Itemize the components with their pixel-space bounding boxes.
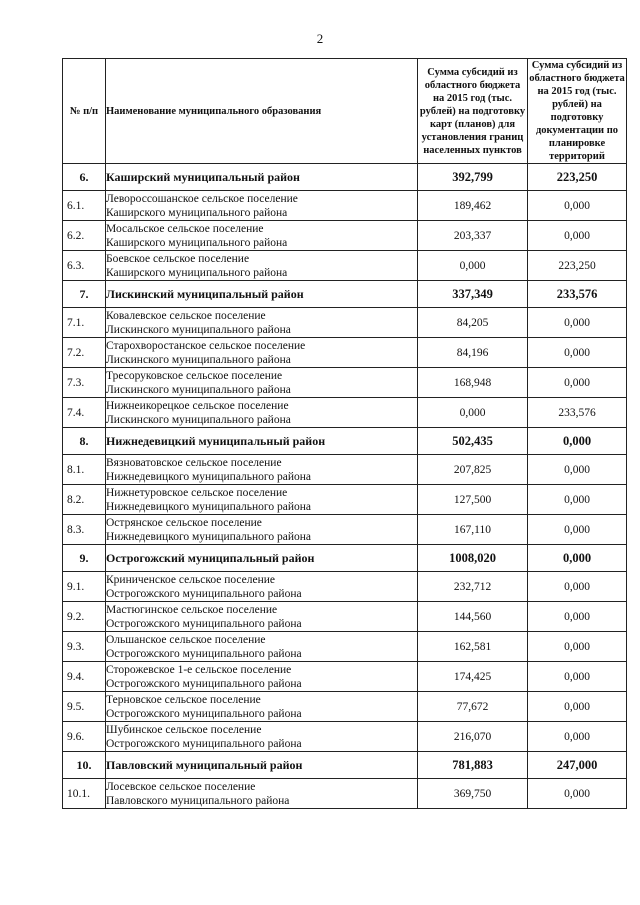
municipality-name	[106, 308, 418, 338]
district-row	[63, 281, 627, 308]
parent-district-name: Лискинского муниципального района	[106, 353, 291, 366]
parent-district-name: Острогожского муниципального района	[106, 707, 302, 720]
municipality-name	[106, 398, 418, 428]
row-number: 9.3.	[63, 632, 106, 662]
district-row	[63, 164, 627, 191]
row-number: 10.	[63, 752, 106, 779]
maps-subsidy-value: 1008,020	[418, 545, 528, 572]
row-number: 9.5.	[63, 692, 106, 722]
maps-subsidy-value: 216,070	[418, 722, 528, 752]
municipality-name	[106, 368, 418, 398]
municipality-name	[106, 338, 418, 368]
settlement-name: Левороссошанское сельское поселение	[106, 192, 298, 205]
maps-subsidy-value: 0,000	[418, 251, 528, 281]
planning-subsidy-value: 223,250	[528, 251, 627, 281]
parent-district-name: Острогожского муниципального района	[106, 587, 302, 600]
page-number: 2	[316, 31, 324, 46]
settlement-name: Нижнетуровское сельское поселение	[106, 486, 288, 499]
maps-subsidy-value: 127,500	[418, 485, 528, 515]
planning-subsidy-value: 0,000	[528, 455, 627, 485]
planning-subsidy-value: 0,000	[528, 368, 627, 398]
header-name: Наименование муниципального образования	[106, 59, 418, 164]
row-number: 6.2.	[63, 221, 106, 251]
settlement-name: Вязноватовское сельское поселение	[106, 456, 282, 469]
planning-subsidy-value: 0,000	[528, 572, 627, 602]
settlement-name: Нижнеикорецкое сельское поселение	[106, 399, 289, 412]
settlement-row	[63, 221, 627, 251]
municipality-name	[106, 191, 418, 221]
header-planning-subsidy: Сумма субсидий из областного бюджета на 2015 год (тыс. рублей) на подготовку документации по планировке территорий	[529, 60, 625, 162]
parent-district-name: Каширского муниципального района	[106, 266, 288, 279]
settlement-row	[63, 398, 627, 428]
parent-district-name: Лискинского муниципального района	[106, 413, 291, 426]
municipality-name: Каширский муниципальный район	[106, 164, 418, 191]
row-number: 6.	[63, 164, 106, 191]
parent-district-name: Нижнедевицкого муниципального района	[106, 470, 311, 483]
row-number: 7.	[63, 281, 106, 308]
planning-subsidy-value: 0,000	[528, 722, 627, 752]
row-number: 6.1.	[63, 191, 106, 221]
maps-subsidy-value: 337,349	[418, 281, 528, 308]
row-number: 6.3.	[63, 251, 106, 281]
settlement-row	[63, 662, 627, 692]
maps-subsidy-value: 0,000	[418, 398, 528, 428]
settlement-row	[63, 722, 627, 752]
settlement-name: Ковалевское сельское поселение	[106, 309, 266, 322]
maps-subsidy-value: 203,337	[418, 221, 528, 251]
parent-district-name: Нижнедевицкого муниципального района	[106, 530, 311, 543]
planning-subsidy-value: 0,000	[528, 662, 627, 692]
municipality-name	[106, 485, 418, 515]
settlement-row	[63, 338, 627, 368]
maps-subsidy-value: 207,825	[418, 455, 528, 485]
maps-subsidy-value: 167,110	[418, 515, 528, 545]
maps-subsidy-value: 168,948	[418, 368, 528, 398]
maps-subsidy-value: 369,750	[418, 779, 528, 809]
maps-subsidy-value: 84,196	[418, 338, 528, 368]
header-number: № п/п	[63, 59, 106, 164]
district-row	[63, 428, 627, 455]
municipality-name	[106, 221, 418, 251]
row-number: 9.1.	[63, 572, 106, 602]
parent-district-name: Острогожского муниципального района	[106, 617, 302, 630]
planning-subsidy-value: 0,000	[528, 632, 627, 662]
settlement-name: Мосальское сельское поселение	[106, 222, 264, 235]
maps-subsidy-value: 189,462	[418, 191, 528, 221]
row-number: 7.4.	[63, 398, 106, 428]
row-number: 10.1.	[63, 779, 106, 809]
municipality-name	[106, 662, 418, 692]
settlement-name: Мастюгинское сельское поселение	[106, 603, 278, 616]
planning-subsidy-value: 233,576	[528, 281, 627, 308]
settlement-name: Старохворостанское сельское поселение	[106, 339, 306, 352]
settlement-row	[63, 368, 627, 398]
municipality-name	[106, 572, 418, 602]
settlement-row	[63, 308, 627, 338]
planning-subsidy-value: 0,000	[528, 779, 627, 809]
row-number: 8.1.	[63, 455, 106, 485]
planning-subsidy-value: 0,000	[528, 602, 627, 632]
parent-district-name: Острогожского муниципального района	[106, 737, 302, 750]
parent-district-name: Острогожского муниципального района	[106, 647, 302, 660]
settlement-row	[63, 191, 627, 221]
maps-subsidy-value: 392,799	[418, 164, 528, 191]
settlement-name: Криниченское сельское поселение	[106, 573, 276, 586]
header-maps-subsidy: Сумма субсидий из областного бюджета на 2015 год (тыс. рублей) на подготовку карт (планов) для установления границ населенных пунктов	[418, 59, 528, 164]
planning-subsidy-value: 0,000	[528, 191, 627, 221]
maps-subsidy-value: 77,672	[418, 692, 528, 722]
parent-district-name: Лискинского муниципального района	[106, 323, 291, 336]
settlement-name: Сторожевское 1-е сельское поселение	[106, 663, 292, 676]
municipality-name	[106, 602, 418, 632]
planning-subsidy-value: 0,000	[528, 338, 627, 368]
settlement-row	[63, 455, 627, 485]
planning-subsidy-value: 0,000	[528, 545, 627, 572]
settlement-row	[63, 572, 627, 602]
municipality-name	[106, 251, 418, 281]
planning-subsidy-value: 0,000	[528, 308, 627, 338]
row-number: 7.3.	[63, 368, 106, 398]
planning-subsidy-value: 0,000	[528, 515, 627, 545]
parent-district-name: Каширского муниципального района	[106, 206, 288, 219]
table-header-row	[63, 59, 627, 164]
row-number: 9.6.	[63, 722, 106, 752]
settlement-name: Терновское сельское поселение	[106, 693, 261, 706]
planning-subsidy-value: 223,250	[528, 164, 627, 191]
row-number: 8.	[63, 428, 106, 455]
municipality-name	[106, 455, 418, 485]
maps-subsidy-value: 502,435	[418, 428, 528, 455]
settlement-name: Боевское сельское поселение	[106, 252, 250, 265]
planning-subsidy-value: 233,576	[528, 398, 627, 428]
settlement-row	[63, 485, 627, 515]
settlement-row	[63, 602, 627, 632]
row-number: 7.1.	[63, 308, 106, 338]
maps-subsidy-value: 162,581	[418, 632, 528, 662]
table-body	[63, 164, 627, 809]
planning-subsidy-value: 0,000	[528, 692, 627, 722]
maps-subsidy-value: 84,205	[418, 308, 528, 338]
row-number: 9.4.	[63, 662, 106, 692]
settlement-row	[63, 779, 627, 809]
district-row	[63, 752, 627, 779]
parent-district-name: Лискинского муниципального района	[106, 383, 291, 396]
municipality-name	[106, 515, 418, 545]
parent-district-name: Павловского муниципального района	[106, 794, 290, 807]
settlement-name: Шубинское сельское поселение	[106, 723, 262, 736]
settlement-name: Тресоруковское сельское поселение	[106, 369, 283, 382]
row-number: 9.2.	[63, 602, 106, 632]
parent-district-name: Каширского муниципального района	[106, 236, 288, 249]
settlement-row	[63, 515, 627, 545]
row-number: 7.2.	[63, 338, 106, 368]
municipality-name	[106, 779, 418, 809]
municipality-name: Острогожский муниципальный район	[106, 545, 418, 572]
municipality-name: Павловский муниципальный район	[106, 752, 418, 779]
row-number: 8.3.	[63, 515, 106, 545]
settlement-row	[63, 692, 627, 722]
planning-subsidy-value: 0,000	[528, 485, 627, 515]
municipality-name	[106, 692, 418, 722]
subsidy-table	[62, 58, 627, 809]
maps-subsidy-value: 174,425	[418, 662, 528, 692]
settlement-name: Ольшанское сельское поселение	[106, 633, 266, 646]
settlement-name: Острянское сельское поселение	[106, 516, 262, 529]
maps-subsidy-value: 144,560	[418, 602, 528, 632]
municipality-name: Нижнедевицкий муниципальный район	[106, 428, 418, 455]
planning-subsidy-value: 247,000	[528, 752, 627, 779]
maps-subsidy-value: 232,712	[418, 572, 528, 602]
maps-subsidy-value: 781,883	[418, 752, 528, 779]
parent-district-name: Нижнедевицкого муниципального района	[106, 500, 311, 513]
settlement-name: Лосевское сельское поселение	[106, 780, 256, 793]
settlement-row	[63, 632, 627, 662]
municipality-name	[106, 632, 418, 662]
row-number: 8.2.	[63, 485, 106, 515]
settlement-row	[63, 251, 627, 281]
district-row	[63, 545, 627, 572]
parent-district-name: Острогожского муниципального района	[106, 677, 302, 690]
planning-subsidy-value: 0,000	[528, 428, 627, 455]
row-number: 9.	[63, 545, 106, 572]
planning-subsidy-value: 0,000	[528, 221, 627, 251]
municipality-name	[106, 722, 418, 752]
municipality-name: Лискинский муниципальный район	[106, 281, 418, 308]
